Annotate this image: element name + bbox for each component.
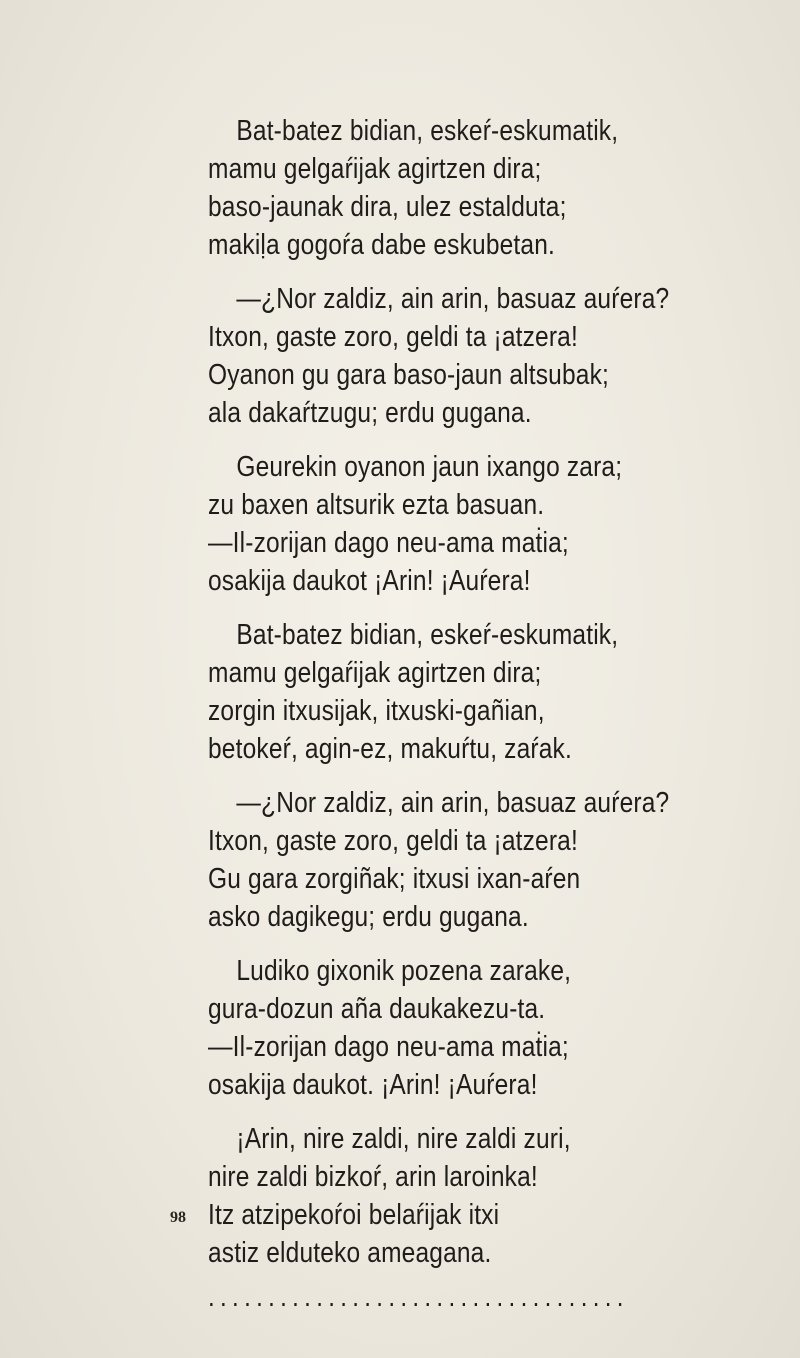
stanza (208, 952, 748, 1104)
poem-line: ¡Arin, nire zaldi, nire zaldi zuri, (236, 1123, 571, 1155)
poem-line: Itxon, gaste zoro, geldi ta ¡atzera! (208, 321, 578, 353)
poem-line: Gu gara zorgiñak; itxusi ixan-aŕen (208, 863, 581, 895)
poem-line: Oyanon gu gara baso-jaun altsubak; (208, 359, 610, 391)
poem-line: Ludiko gixonik pozena zarake, (236, 955, 572, 987)
poem-line: nire zaldi bizkoŕ, arin laroinka! (208, 1161, 538, 1193)
poem-line: mamu gelgaŕijak agirtzen dira; (208, 657, 542, 689)
poem-line: baso-jaunak dira, ulez estalduta; (208, 191, 567, 223)
stanza (208, 784, 748, 936)
page-number: 98 (170, 1209, 186, 1226)
poem-line: betokeŕ, agin-ez, makuŕtu, zaŕak. (208, 733, 572, 765)
stanza (208, 1120, 748, 1272)
poem-line: ala dakaŕtzugu; erdu gugana. (208, 397, 532, 429)
poem-line: osakija daukot. ¡Arin! ¡Auŕera! (208, 1069, 538, 1101)
stanza (208, 280, 748, 432)
poem-line: Itxon, gaste zoro, geldi ta ¡atzera! (208, 825, 578, 857)
poem-line: —¿Nor zaldiz, ain arin, basuaz auŕera? (236, 787, 670, 819)
poem-line: —Il-zorijan dago neu-ama maṫia; (208, 1031, 569, 1063)
poem-line: mamu gelgaŕijak agirtzen dira; (208, 153, 542, 185)
poem-line: Bat-batez bidian, eskeŕ-eskumatik, (236, 115, 619, 147)
poem-line: gura-dozun aña daukakezu-ta. (208, 993, 546, 1025)
poem-line: Itz atzipekoŕoi belaŕijak itxi (208, 1199, 500, 1231)
poem-line: Bat-batez bidian, eskeŕ-eskumatik, (236, 619, 619, 651)
stanza (208, 616, 748, 768)
poem-line: zorgin itxusijak, itxuski-gañian, (208, 695, 545, 727)
poem-line: zu baxen altsurik ezta basuan. (208, 489, 545, 521)
poem-line: astiz elduteko ameagana. (208, 1237, 492, 1269)
stanza (208, 448, 748, 600)
poem-line: asko dagikegu; erdu gugana. (208, 901, 529, 933)
poem-line: —Il-zorijan dago neu-ama maṫia; (208, 527, 569, 559)
ellipsis-dots: ................................... (208, 1281, 629, 1312)
poem-line: Geurekin oyanon jaun ixango zara; (236, 451, 623, 483)
poem-text (208, 112, 748, 1312)
poem-line: osakija daukot ¡Arin! ¡Auŕera! (208, 565, 531, 597)
poem-line: makiḷa gogoŕa dabe eskubetan. (208, 229, 556, 261)
poem-line: —¿Nor zaldiz, ain arin, basuaz auŕera? (236, 283, 670, 315)
stanza (208, 112, 748, 264)
